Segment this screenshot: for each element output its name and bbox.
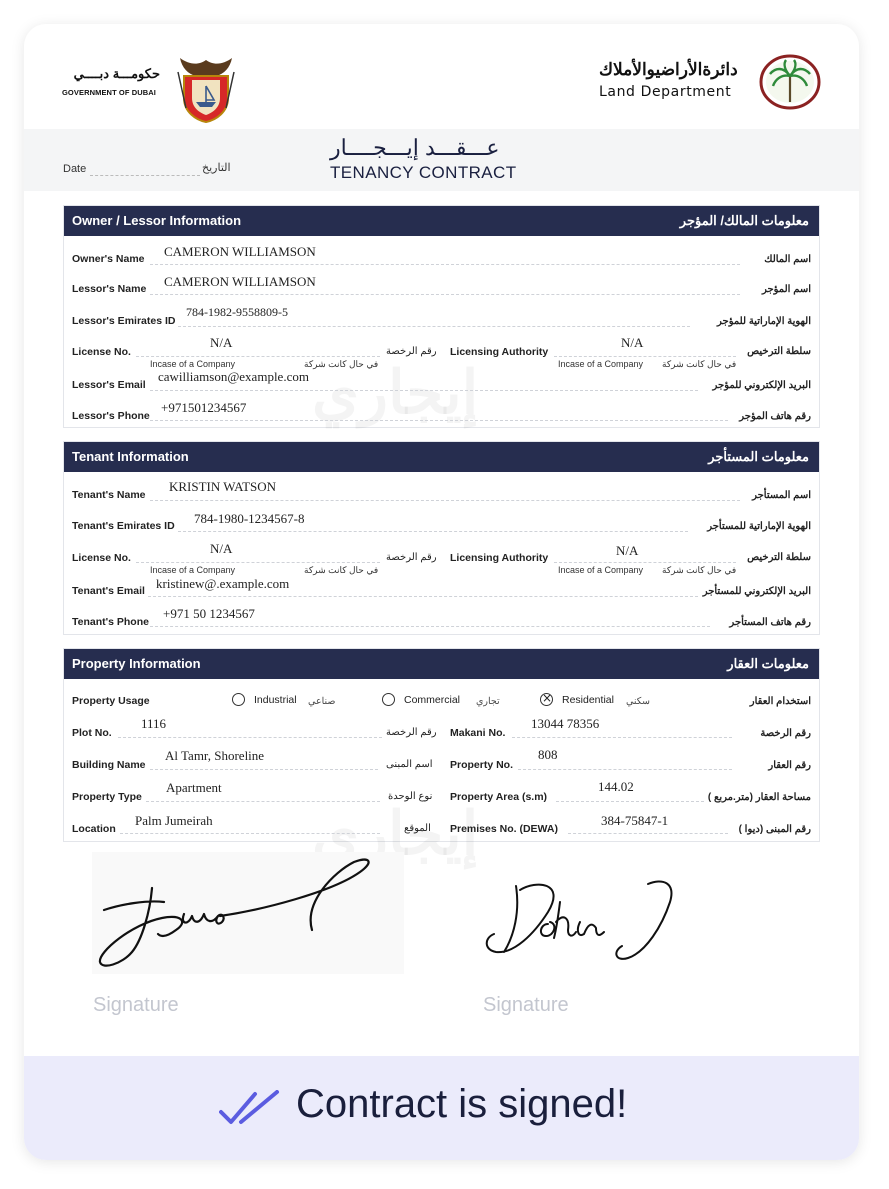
field-line (150, 264, 740, 265)
tenant-email-label: Tenant's Email (72, 585, 145, 597)
license-no-label-arabic: رقم الرخصة (386, 346, 437, 357)
lessor-email-value: cawilliamson@example.com (158, 369, 309, 384)
tenant-authority-company-note: Incase of a Company (558, 565, 644, 575)
plot-no-value: 1116 (141, 716, 167, 731)
field-line (554, 356, 736, 357)
owner-name-label-arabic: اسم المالك (764, 254, 811, 265)
tenant-license-no-label: License No. (72, 552, 131, 564)
field-line (150, 294, 740, 295)
lessor-name-label: Lessor's Name (72, 283, 147, 295)
tenant-signature-image (476, 872, 691, 967)
lessor-phone-value: +971501234567 (161, 400, 247, 415)
field-line (136, 562, 380, 563)
licensing-authority-label: Licensing Authority (450, 346, 549, 358)
lessor-name-value: CAMERON WILLIAMSON (164, 274, 316, 289)
lessor-emirates-id-value: 784-1982-9558809-5 (186, 305, 288, 319)
premises-no-value: 384-75847-1 (601, 813, 669, 828)
location-value: Palm Jumeirah (135, 813, 213, 828)
property-usage-label-arabic: استخدام العقار (749, 696, 811, 707)
tenant-section-header (64, 442, 819, 472)
property-type-value: Apartment (166, 780, 222, 795)
government-of-dubai-logo (62, 52, 242, 122)
field-line (146, 801, 380, 802)
gov-logo-arabic-text: حكومـــة دبــــي (73, 66, 160, 81)
plot-no-label-arabic: رقم الرخصة (386, 727, 437, 738)
industrial-option-label: Industrial (254, 694, 297, 706)
tenant-name-value: KRISTIN WATSON (169, 479, 277, 494)
license-no-value: N/A (210, 335, 233, 350)
tenant-name-label: Tenant's Name (72, 489, 146, 501)
location-label: Location (72, 823, 116, 835)
field-line (120, 833, 380, 834)
contract-signed-status: Contract is signed! (296, 1082, 628, 1126)
license-company-note: Incase of a Company (150, 359, 236, 369)
owner-section-header (64, 206, 819, 236)
property-no-label: Property No. (450, 759, 514, 771)
licensing-authority-value: N/A (621, 335, 644, 350)
property-type-label-arabic: نوع الوحدة (388, 791, 433, 802)
commercial-radio[interactable] (382, 693, 395, 706)
tenant-section-title-arabic: معلومات المستأجر (708, 449, 809, 464)
field-line (518, 769, 732, 770)
building-property-no-row (64, 747, 821, 775)
tenant-emirates-id-label-arabic: الهوية الإماراتية للمستأجر (707, 521, 811, 532)
location-label-arabic: الموقع (404, 823, 431, 834)
field-line (118, 737, 382, 738)
tenant-phone-row (64, 604, 821, 632)
owner-section-title: Owner / Lessor Information (72, 213, 242, 228)
tenant-emirates-id-value: 784-1980-1234567-8 (194, 511, 305, 526)
double-check-icon (219, 1090, 281, 1126)
commercial-option-label: Commercial (404, 694, 461, 706)
contract-title: TENANCY CONTRACT (330, 163, 517, 182)
owner-name-row (64, 242, 821, 270)
property-usage-row (64, 683, 821, 711)
tenant-signature-label: Signature (483, 994, 569, 1016)
license-company-note-arabic: في حال كانت شركة (304, 359, 379, 369)
tenant-name-label-arabic: اسم المستأجر (752, 490, 811, 501)
field-line (556, 801, 704, 802)
field-line (148, 596, 698, 597)
lessor-name-row (64, 272, 821, 300)
tenant-section-title: Tenant Information (72, 449, 189, 464)
field-line (512, 737, 732, 738)
plot-no-label: Plot No. (72, 727, 112, 739)
contract-card (24, 24, 859, 1160)
tenant-licensing-authority-label-arabic: سلطة الترخيص (747, 552, 811, 563)
date-field-line (90, 175, 200, 176)
field-line (150, 769, 378, 770)
tenant-email-label-arabic: البريد الإلكتروني للمستأجر (702, 586, 811, 597)
lessor-phone-row (64, 398, 821, 426)
tenant-email-row (64, 574, 821, 602)
plot-makani-row (64, 715, 821, 743)
premises-no-label: Premises No. (DEWA) (450, 823, 558, 835)
residential-option-label-arabic: سكني (626, 696, 650, 707)
property-area-label-arabic: مساحة العقار (متر.مربع ) (707, 792, 811, 803)
tenant-authority-company-note-arabic: في حال كانت شركة (662, 565, 737, 575)
industrial-option-label-arabic: صناعي (308, 696, 336, 707)
tenant-name-row (64, 478, 821, 506)
lessor-phone-label: Lessor's Phone (72, 410, 150, 422)
lessor-email-label-arabic: البريد الإلكتروني للمؤجر (712, 380, 811, 391)
property-section-title: Property Information (72, 656, 201, 671)
tenant-email-value: kristinew@.example.com (156, 576, 290, 591)
property-usage-label: Property Usage (72, 695, 150, 707)
lessor-name-label-arabic: اسم المؤجر (761, 284, 811, 295)
authority-company-note: Incase of a Company (558, 359, 644, 369)
residential-radio-checked[interactable] (540, 693, 553, 706)
makani-no-label: Makani No. (450, 727, 506, 739)
field-line (178, 326, 690, 327)
land-department-arabic-text: دائرةالأراضيوالأملاك (599, 60, 738, 79)
date-label-arabic: التاريخ (202, 162, 231, 174)
tenant-emirates-id-row (64, 509, 821, 537)
owner-lessor-section (63, 205, 820, 428)
field-line (178, 531, 688, 532)
contract-status-banner (24, 1056, 859, 1160)
lessor-email-label: Lessor's Email (72, 379, 146, 391)
gov-logo-english-text: GOVERNMENT OF DUBAI (62, 88, 156, 97)
field-line (150, 626, 710, 627)
property-section (63, 648, 820, 842)
land-department-english-text: Land Department (599, 84, 732, 100)
dubai-emblem-icon (170, 52, 242, 124)
tenant-license-no-label-arabic: رقم الرخصة (386, 552, 437, 563)
makani-no-value: 13044 78356 (531, 716, 600, 731)
lessor-emirates-id-row (64, 304, 821, 332)
palm-tree-icon (759, 54, 821, 110)
lessor-email-row (64, 368, 821, 396)
field-line (136, 356, 380, 357)
lessor-license-row (64, 334, 821, 369)
property-section-header (64, 649, 819, 679)
industrial-radio[interactable] (232, 693, 245, 706)
building-name-label: Building Name (72, 759, 146, 771)
location-dewa-row (64, 811, 821, 839)
commercial-option-label-arabic: تجاري (476, 696, 500, 707)
license-no-label: License No. (72, 346, 131, 358)
tenant-signature (476, 872, 691, 967)
licensing-authority-label-arabic: سلطة الترخيص (747, 346, 811, 357)
date-label: Date (63, 163, 87, 175)
field-line (150, 420, 728, 421)
building-name-value: Al Tamr, Shoreline (165, 748, 265, 763)
tenant-license-no-value: N/A (210, 541, 233, 556)
authority-company-note-arabic: في حال كانت شركة (662, 359, 737, 369)
field-line (150, 390, 698, 391)
property-type-label: Property Type (72, 791, 142, 803)
owner-name-label: Owner's Name (72, 253, 145, 265)
residential-option-label: Residential (562, 694, 614, 706)
field-line (554, 562, 736, 563)
property-section-title-arabic: معلومات العقار (727, 656, 809, 671)
tenant-emirates-id-label: Tenant's Emirates ID (72, 520, 175, 532)
land-department-logo (591, 54, 821, 114)
owner-name-value: CAMERON WILLIAMSON (164, 244, 316, 259)
lessor-phone-label-arabic: رقم هاتف المؤجر (739, 411, 811, 422)
makani-no-label-arabic: رقم الرخصة (760, 728, 811, 739)
lessor-signature-label: Signature (93, 994, 179, 1016)
tenant-phone-value: +971 50 1234567 (163, 606, 255, 621)
tenant-phone-label-arabic: رقم هاتف المستأجر (729, 617, 811, 628)
field-line (568, 833, 728, 834)
property-area-value: 144.02 (598, 779, 634, 794)
lessor-emirates-id-label: Lessor's Emirates ID (72, 315, 176, 327)
tenant-license-company-note: Incase of a Company (150, 565, 236, 575)
tenant-licensing-authority-label: Licensing Authority (450, 552, 549, 564)
tenant-section (63, 441, 820, 635)
tenant-license-row (64, 540, 821, 575)
building-name-label-arabic: اسم المبنى (386, 759, 433, 770)
field-line (150, 500, 740, 501)
owner-section-title-arabic: معلومات المالك/ المؤجر (679, 213, 809, 228)
tenant-license-company-note-arabic: في حال كانت شركة (304, 565, 379, 575)
tenant-phone-label: Tenant's Phone (72, 616, 149, 628)
tenant-licensing-authority-value: N/A (616, 543, 639, 558)
title-band (24, 129, 859, 191)
contract-title-arabic: عـــقـــد إيـــجــــار (330, 135, 500, 160)
lessor-signature (92, 852, 404, 974)
property-no-value: 808 (538, 747, 558, 762)
type-area-row (64, 779, 821, 807)
lessor-signature-image (92, 852, 404, 974)
property-area-label: Property Area (s.m) (450, 791, 548, 803)
lessor-emirates-id-label-arabic: الهوية الإماراتية للمؤجر (717, 316, 811, 327)
premises-no-label-arabic: رقم المبنى (ديوا ) (738, 824, 811, 835)
property-no-label-arabic: رقم العقار (768, 760, 811, 771)
